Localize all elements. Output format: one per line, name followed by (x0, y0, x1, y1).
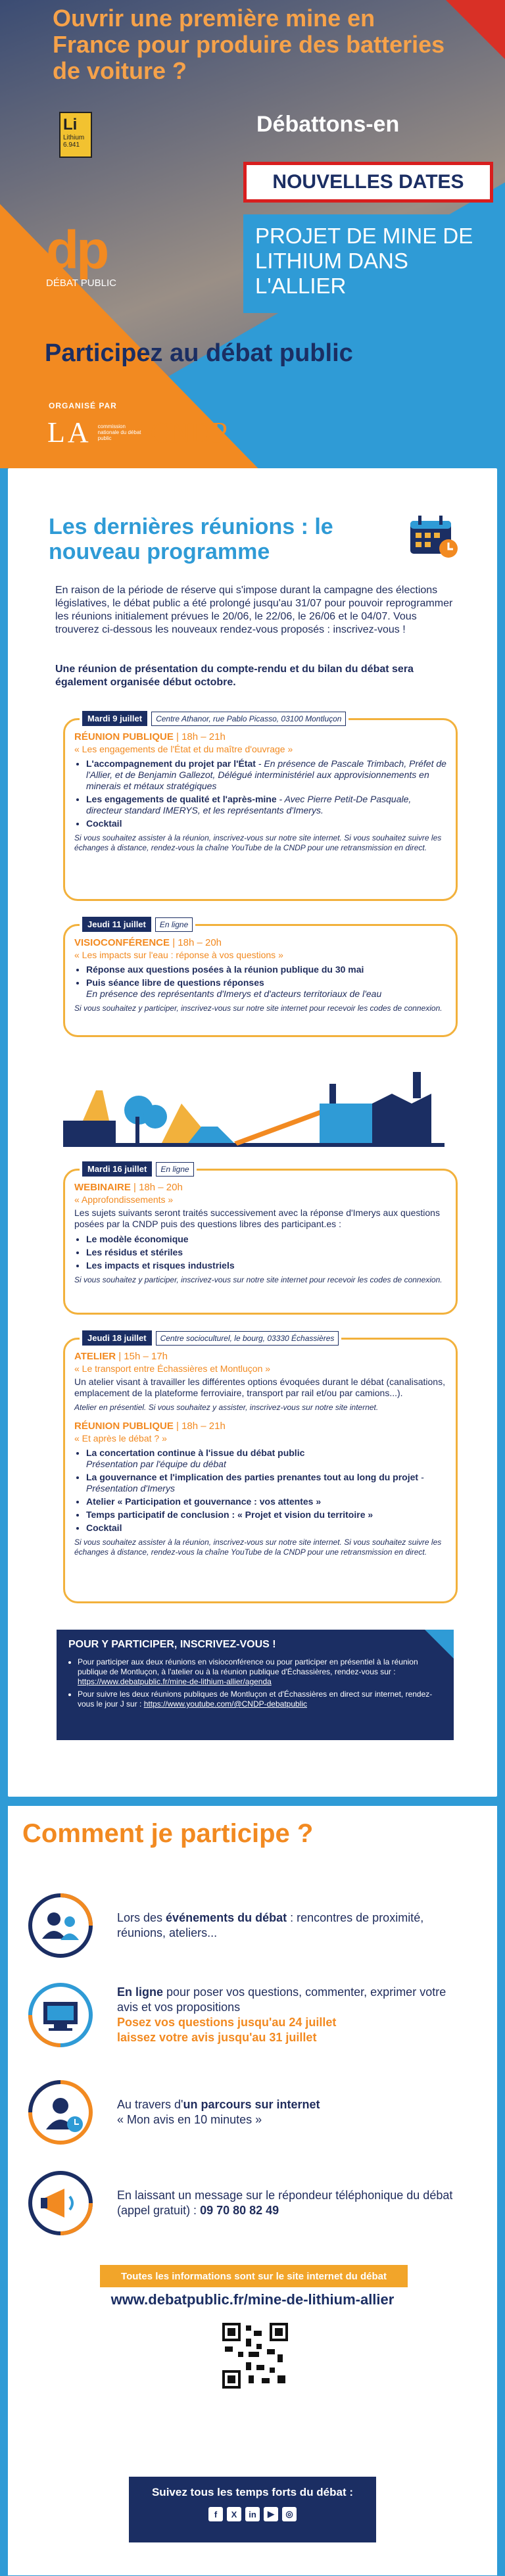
logo-letters: dp (46, 220, 107, 280)
agenda-item (86, 758, 446, 792)
agenda-item (86, 1447, 446, 1470)
text-part: En laissant un message sur le répondeur téléphonique du débat (appel gratuit) : (117, 2189, 453, 2217)
event-time: | 18h – 21h (176, 1421, 226, 1432)
agenda-item-title: La gouvernance et l'implication des parties prenantes tout au long du projet (86, 1472, 419, 1482)
agenda-item-note: - En présence de Pascale Trimbach, Préfet de l'Allier, et de Benjamin Gallezot, Délégué interministériel aux approvisionnements en minerais et métaux stratégiques (86, 758, 446, 791)
event-type-label: VISIOCONFÉRENCE (74, 937, 170, 948)
agenda-item (86, 794, 446, 816)
question-deadline-label: Posez vos questions jusqu'au (117, 2016, 286, 2029)
computer-icon (28, 1982, 93, 2048)
opinion-deadline: 31 juillet (269, 2031, 317, 2044)
participation-survey (28, 2079, 462, 2145)
info-banner: Toutes les informations sont sur le site internet du débat (100, 2265, 408, 2287)
social-links (129, 2507, 376, 2521)
text-part: « Mon avis en 10 minutes » (117, 2113, 262, 2126)
facebook-icon[interactable]: f (208, 2507, 223, 2521)
participation-survey-text (117, 2097, 320, 2127)
agenda-item-title: Les résidus et stériles (86, 1247, 183, 1257)
register-text: Pour suivre les deux réunions publiques de Montluçon et d'Échassières en direct sur internet, rendez-vous le jour J sur : (78, 1689, 433, 1709)
participation-phone (28, 2170, 462, 2236)
participation-online-text (117, 1985, 462, 2045)
register-list (78, 1657, 442, 1709)
how-title: Comment je participe ? (22, 1819, 314, 1848)
instagram-icon[interactable]: ◎ (282, 2507, 297, 2521)
clock-user-icon (28, 2079, 93, 2145)
org-la-logo: LA (47, 416, 91, 449)
agenda-item-title: Puis séance libre de questions réponses (86, 977, 264, 988)
youtube-link[interactable]: https://www.youtube.com/@CNDP-debatpublic (143, 1699, 308, 1709)
agenda-item-title: Les engagements de qualité et l'après-mine (86, 794, 277, 804)
youtube-icon[interactable]: ▶ (264, 2507, 278, 2521)
agenda-item-title: Le modèle économique (86, 1234, 189, 1244)
text-bold: événements du débat (166, 1911, 287, 1924)
event-date: Mardi 9 juillet (82, 711, 147, 726)
event-theme: « Approfondissements » (74, 1194, 174, 1205)
event-footnote: Si vous souhaitez y participer, inscrivez-vous sur notre site internet pour recevoir les codes de connexion. (74, 1004, 443, 1013)
event-type-label: RÉUNION PUBLIQUE (74, 1421, 174, 1432)
event-type (74, 731, 446, 742)
event-footnote: Si vous souhaitez y participer, inscrivez-vous sur notre site internet pour recevoir les codes de connexion. (74, 1275, 443, 1284)
register-item (78, 1657, 442, 1687)
agenda-item-title: Atelier « Participation et gouvernance : vos attentes » (86, 1496, 322, 1507)
event-type (74, 937, 446, 948)
event-theme: « Les engagements de l'État et du maître d'ouvrage » (74, 744, 293, 754)
event-place: Centre socioculturel, le bourg, 03330 Échassières (156, 1331, 339, 1346)
follow-title: Suivez tous les temps forts du débat : (151, 2486, 354, 2498)
register-title: POUR Y PARTICIPER, INSCRIVEZ-VOUS ! (68, 1639, 276, 1650)
event-place: En ligne (155, 917, 193, 932)
event-meeting-icon (28, 1893, 93, 1958)
agenda-item (86, 977, 446, 1000)
event-type-label: RÉUNION PUBLIQUE (74, 731, 174, 742)
agenda-item-title: Cocktail (86, 1522, 122, 1533)
event-note: Atelier en présentiel. Si vous souhaitez y assister, inscrivez-vous sur notre site internet. (74, 1403, 379, 1412)
event-place: En ligne (156, 1162, 193, 1177)
mine-illustration (63, 1064, 445, 1151)
text-part: Au travers d' (117, 2098, 183, 2111)
event-theme: « Et après le débat ? » (74, 1433, 167, 1444)
agenda-item (86, 1522, 446, 1534)
agenda-item-note: - Avec Pierre Petit-De Pasquale, directeur standard IMERYS, et les représentants d'Imerys. (86, 794, 412, 815)
event-body: Les sujets suivants seront traités successivement avec la réponse d'Imerys aux questions posées par la CNDP puis des questions libres des participant.es : (74, 1207, 440, 1229)
event-agenda (86, 964, 446, 1000)
event-time: | 15h – 17h (118, 1351, 168, 1362)
event-type (74, 1421, 446, 1432)
agenda-link[interactable]: https://www.debatpublic.fr/mine-de-lithium-allier/agenda (78, 1677, 272, 1686)
register-box (57, 1630, 454, 1740)
event-body: Un atelier visant à travailler les différentes options évoquées durant le débat (canalisations, emplacement de la plateforme ferroviaire, transport par rail et/ou par camions...). (74, 1376, 445, 1398)
meetings-intro: En raison de la période de réserve qui s'impose durant la campagne des élections législatives, le débat public a été prolongé jusqu'au 31/07 pour pouvoir reprogrammer les réunions initialement prévues le 20/06, le 22/06, le 26/06 et le 04/07. Vous trouverez ci-dessous les nouveaux rendez-vous proposés : inscrivez-vous ! (55, 585, 453, 635)
event-agenda (86, 758, 446, 829)
agenda-item-note: En présence des représentants d'Imerys et d'acteurs territoriaux de l'eau (86, 988, 382, 999)
event-date: Jeudi 11 juillet (82, 917, 151, 932)
organiser-logos (47, 416, 228, 449)
org-small-text: commission nationale du débat public (97, 424, 141, 441)
x-twitter-icon[interactable]: X (227, 2507, 241, 2521)
agenda-item-title: La concertation continue à l'issue du débat public (86, 1447, 305, 1458)
event-theme: « Les impacts sur l'eau : réponse à vos questions » (74, 950, 283, 960)
lithium-element-icon (59, 112, 92, 158)
follow-box (129, 2477, 376, 2542)
event-card (63, 714, 458, 901)
event-time: | 18h – 20h (172, 937, 222, 948)
calendar-icon (408, 513, 460, 559)
event-card (63, 1164, 458, 1315)
event-type (74, 1182, 446, 1193)
event-agenda (86, 1447, 446, 1534)
event-footnote: Si vous souhaitez assister à la réunion, inscrivez-vous sur notre site internet. Si vous souhaitez suivre les échanges à distance, rendez-vous la chaîne YouTube de la CNDP pour une retransmission en direct. (74, 1538, 442, 1557)
event-agenda (86, 1234, 446, 1271)
agenda-item (86, 1509, 446, 1520)
element-name: Lithium (63, 134, 85, 141)
phone-number[interactable]: 09 70 80 82 49 (200, 2204, 279, 2217)
website-link[interactable]: www.debatpublic.fr/mine-de-lithium-allier (110, 2291, 395, 2308)
project-title: PROJET DE MINE DE LITHIUM DANS L'ALLIER (243, 214, 496, 313)
linkedin-icon[interactable]: in (245, 2507, 260, 2521)
logo-text: DÉBAT PUBLIC (46, 278, 116, 289)
agenda-item-title: Réponse aux questions posées à la réunion publique du 30 mai (86, 964, 364, 975)
organised-by-label: ORGANISÉ PAR (49, 401, 117, 410)
event-place: Centre Athanor, rue Pablo Picasso, 03100 Montluçon (151, 712, 346, 726)
cndp-logo: CNDP (150, 416, 228, 449)
agenda-item-note: Présentation par l'équipe du débat (86, 1459, 226, 1469)
participation-events-text (117, 1910, 462, 1941)
register-text: Pour participer aux deux réunions en visioconférence ou pour participer en présentiel à la réunion publique de Montluçon, à l'atelier ou à la réunion publique d'Échassières, rendez-vous sur : (78, 1657, 418, 1676)
agenda-item-title: Cocktail (86, 818, 122, 829)
agenda-item (86, 1247, 446, 1258)
text-part: : rencontres de proximité, réunions, ateliers... (117, 1911, 424, 1939)
agenda-item-title: Les impacts et risques industriels (86, 1260, 235, 1271)
participate-heading: Participez au débat public (45, 339, 353, 367)
text-bold: En ligne (117, 1985, 164, 1999)
meetings-intro-bold: Une réunion de présentation du compte-rendu et du bilan du débat sera également organisée début octobre. (55, 664, 414, 688)
agenda-item-title: Temps participatif de conclusion : « Projet et vision du territoire » (86, 1509, 373, 1520)
text-part: Lors des (117, 1911, 166, 1924)
meetings-title: Les dernières réunions : le nouveau programme (49, 514, 333, 564)
event-type-label: ATELIER (74, 1351, 116, 1362)
event-card (63, 1333, 458, 1603)
agenda-item (86, 1234, 446, 1245)
question-deadline: 24 juillet (289, 2016, 337, 2029)
event-footnote: Si vous souhaitez assister à la réunion, inscrivez-vous sur notre site internet. Si vous souhaitez suivre les échanges à distance, rendez-vous la chaîne YouTube de la CNDP pour une retransmission en direct. (74, 833, 442, 852)
agenda-item-title: L'accompagnement du projet par l'État (86, 758, 256, 769)
element-symbol: Li (63, 116, 78, 134)
debat-public-logo (46, 220, 118, 309)
hero-banner (0, 0, 505, 468)
participation-phone-text (117, 2188, 462, 2218)
hero-title: Ouvrir une première mine en France pour produire des batteries de voiture ? (53, 5, 445, 84)
event-date: Mardi 16 juillet (82, 1161, 152, 1177)
text-part: pour poser vos questions, commenter, exprimer votre avis et vos propositions (117, 1985, 446, 2014)
event-type-label: WEBINAIRE (74, 1182, 131, 1193)
event-type (74, 1351, 446, 1362)
opinion-deadline-label: laissez votre avis jusqu'au (117, 2031, 266, 2044)
element-mass: 6.941 (63, 141, 80, 149)
event-date: Jeudi 18 juillet (82, 1330, 152, 1346)
event-theme: « Le transport entre Échassières et Montluçon » (74, 1363, 271, 1374)
new-dates-badge: NOUVELLES DATES (243, 162, 493, 203)
agenda-item (86, 964, 446, 975)
agenda-item (86, 1472, 446, 1494)
event-card (63, 919, 458, 1037)
agenda-item-note: - Présentation d'Imerys (86, 1472, 424, 1494)
agenda-item (86, 1496, 446, 1507)
qr-code-icon[interactable] (222, 2323, 288, 2389)
text-bold: un parcours sur internet (183, 2098, 320, 2111)
agenda-item (86, 1260, 446, 1271)
event-time: | 18h – 21h (176, 731, 226, 742)
event-time: | 18h – 20h (133, 1182, 183, 1193)
agenda-item (86, 818, 446, 829)
register-item (78, 1689, 442, 1709)
debate-label: Débattons-en (256, 112, 400, 137)
megaphone-icon (28, 2170, 93, 2236)
participation-events (28, 1893, 462, 1958)
participation-online (28, 1982, 462, 2048)
